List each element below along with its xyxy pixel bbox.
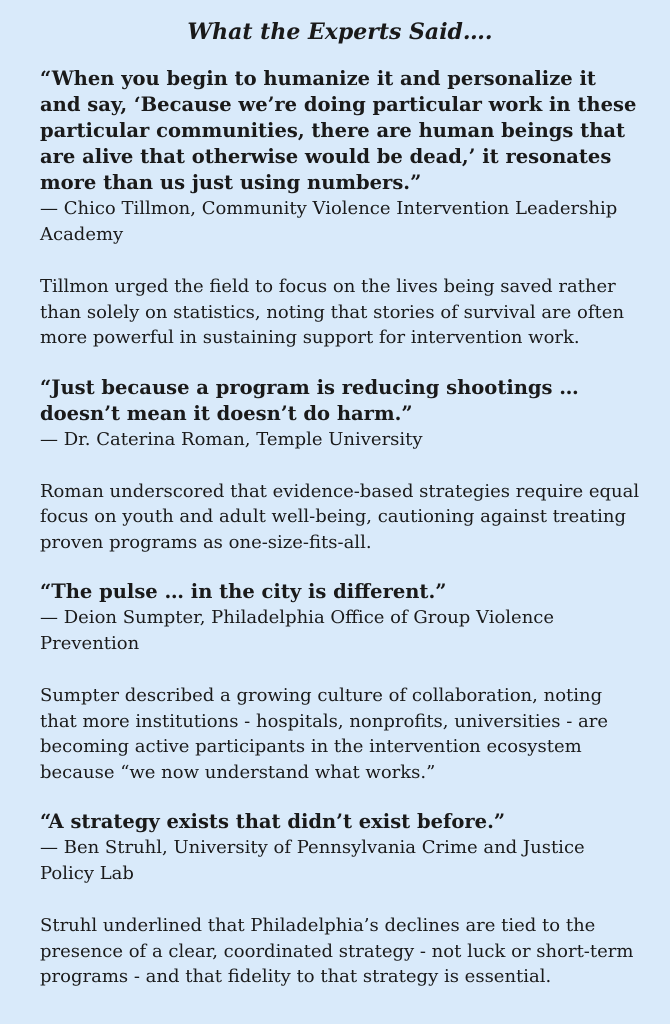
expert-entry-sumpter (40, 579, 640, 785)
expert-attribution: — Chico Tillmon, Community Violence Intervention Leadership Academy (40, 198, 618, 245)
expert-attribution: — Deion Sumpter, Philadelphia Office of Group Violence Prevention (40, 607, 555, 654)
expert-attribution: — Dr. Caterina Roman, Temple University (40, 428, 423, 450)
expert-entry-tillmon (40, 66, 640, 351)
expert-summary: Sumpter described a growing culture of collaboration, noting that more institutions - hospitals, nonprofits, universities - are becoming active participants in the intervention ecosystem because “we now understand what works.” (40, 685, 608, 783)
expert-summary: Struhl underlined that Philadelphia’s declines are tied to the presence of a clear, coordinated strategy - not luck or short-term programs - and that fidelity to that strategy is essential. (40, 915, 634, 987)
expert-quote: “A strategy exists that didn’t exist before.” (40, 810, 506, 833)
expert-entry-struhl (40, 809, 640, 990)
expert-attribution: — Ben Struhl, University of Pennsylvania Crime and Justice Policy Lab (40, 837, 585, 884)
expert-quote: “The pulse … in the city is different.” (40, 580, 447, 603)
expert-summary: Roman underscored that evidence-based strategies require equal focus on youth and adult well-being, cautioning against treating proven programs as one-size-fits-all. (40, 480, 640, 553)
expert-entry-roman (40, 375, 640, 556)
page-title: What the Experts Said…. (187, 19, 493, 45)
expert-quote: “When you begin to humanize it and personalize it and say, ‘Because we’re doing particular work in these particular communities, there are human beings that are alive that otherwise would be dead,’ it resonates more than us just using numbers.” (40, 67, 637, 194)
expert-summary: Tillmon urged the field to focus on the lives being saved rather than solely on statistics, noting that stories of survival are often more powerful in sustaining support for intervention work. (40, 276, 625, 348)
expert-quote: “Just because a program is reducing shootings … doesn’t mean it doesn’t do harm.” (40, 375, 579, 425)
